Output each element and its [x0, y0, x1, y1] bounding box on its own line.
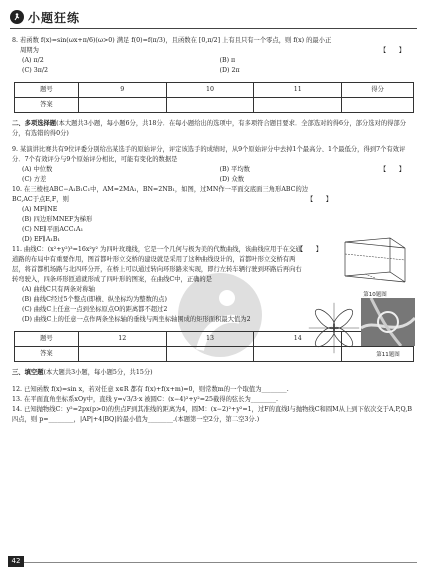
section-2-heading: 二、多项选择题(本大题共3小题，每小题6分，共18分．在每小题给出的选项中，有多项符合题目要求．全部选对的得6分，部分选对的得部分分，有选错的得0分) [12, 120, 407, 137]
q9-options [22, 165, 417, 185]
table1-answer-cell[interactable] [78, 98, 166, 113]
table1-answer-label: 答案 [15, 98, 79, 113]
q14-text: 14. 已知抛物线C：y²=2px(p>0)的焦点F到其准线的距离为4，圆M：(x−2)²+y²=1，过F的直线l与抛物线C和圆M从上到下依次交于A,P,Q,B四点，则 p=________，|AP|+4|BQ|的最小值为________.(本题第一空2分，第二空3分.) [12, 405, 412, 423]
runner-icon [10, 10, 24, 24]
table1-answer-cell[interactable] [254, 98, 342, 113]
interchange-photo [361, 298, 415, 370]
four-leaf-rose-diagram [307, 298, 361, 358]
question-9 [12, 145, 417, 185]
q10-options [22, 205, 312, 245]
table2-answer-cell[interactable] [78, 347, 166, 362]
figure-11-caption: 第11题图 [376, 352, 400, 358]
figure-11 [307, 298, 415, 370]
section-3-heading: 三、填空题(本大题共3小题，每小题5分，共15分) [12, 369, 153, 377]
q8-text: 8. 若函数 f(x)=sin(ωx+π/6)(ω>0) 满足 f(0)=f(π/3)，且函数在 [0,π/2] 上有且只有一个零点，则 f(x) 的最小正 [12, 37, 332, 44]
q10-option-b[interactable]: (B) 四边形MNEF为梯形 [22, 216, 93, 224]
answer-table-1 [14, 82, 414, 113]
q11-text: 11. 曲线C：(x²+y²)³=16x²y² 为四叶玫瑰线，它是一个几何与极为美的代数曲线，该曲线应用于在交通道路的布局中有重要作用，图首都叶形立交桥的建设就是采用了这种曲线设计的，首都叶形立交桥有两层，将首都机场路与北四环分开，在桥上可以通过转向环形路来实现，即行左转车辆行驶到环路后再向右转弯驶入，四条环形匝道就形成了四叶形的图案，在曲线C中，正确的是 [12, 246, 302, 284]
q10-text: 10. 在三棱柱ABC−A₁B₁C₁中，AM=2MA₁，BN=2NB₁，如图，过MN作一平面交底面三角形ABC的边BC,AC于点E,F，则 [12, 186, 309, 204]
page-number: 42 [8, 556, 24, 567]
table1-header-cell: 题号 [15, 83, 79, 98]
q9-option-d[interactable]: (D) 众数 [219, 176, 245, 184]
table2-answer-cell[interactable] [166, 347, 254, 362]
table2-header-cell: 题号 [15, 332, 79, 347]
table1-answer-cell[interactable] [342, 98, 414, 113]
prism-diagram [335, 234, 415, 286]
q9-text: 9. 某演讲比赛共有9位评委分别给出某选手的原始评分，评定该选手的成绩时，从9个原始评分中去掉1个最高分、1个最低分，得到7个有效评分．7个有效评分与9个原始评分相比，可能有变化的数据是 [12, 146, 406, 164]
table1-header-cell: 得分 [342, 83, 414, 98]
figure-10-caption: 第10题图 [363, 292, 387, 298]
figure-10 [335, 234, 415, 298]
interchange-photo-image [361, 298, 415, 346]
q8-bracket: 【 】 [379, 47, 405, 54]
section-2-desc: (本大题共3小题，每小题6分，共18分．在每小题给出的选项中，有多项符合题目要求．全部选对的得6分，部分选对的得部分分，有选错的得0分) [12, 120, 407, 137]
table1-answer-cell[interactable] [166, 98, 254, 113]
q9-option-c[interactable]: (C) 方差 [22, 176, 47, 184]
table1-header-cell: 10 [166, 83, 254, 98]
footer-rule [10, 562, 417, 563]
q9-option-b[interactable]: (B) 平均数 [219, 166, 250, 174]
q8-option-c[interactable]: (C) 3π/2 [22, 67, 49, 74]
q11-option-d[interactable]: (D) 曲线C上的任意一点作两条坐标轴的垂线与两坐标轴围成的矩形面积最大值为2 [22, 316, 251, 324]
q10-option-d[interactable]: (D) EF∥A₁B₁ [22, 236, 61, 244]
q9-option-a[interactable]: (A) 中位数 [22, 166, 53, 174]
q10-option-a[interactable]: (A) MF∥NE [22, 206, 58, 214]
q9-bracket: 【 】 [379, 166, 405, 174]
q12-text: 12. 已知函数 f(x)=sin x，若对任意 x∈R 都有 f(x)+f(x+m)=0，则常数m的一个取值为________. [12, 385, 289, 393]
table1-header-cell: 11 [254, 83, 342, 98]
q11-option-a[interactable]: (A) 曲线C只有两条对称轴 [22, 286, 95, 294]
q10-bracket: 【 】 [306, 196, 332, 204]
table2-header-cell: 13 [166, 332, 254, 347]
q8-text2: 周期为 [20, 47, 39, 54]
section-3-desc: (本大题共3小题，每小题5分，共15分) [43, 369, 153, 377]
q8-option-b[interactable]: (B) π [219, 57, 236, 64]
table2-header-cell: 14 [254, 332, 342, 347]
table1-header-cell: 9 [78, 83, 166, 98]
q11-option-c[interactable]: (C) 曲线C上任意一点到坐标原点O的距离都不超过2 [22, 306, 168, 314]
question-10 [12, 185, 332, 245]
q8-options [22, 56, 417, 76]
table2-answer-label: 答案 [15, 347, 79, 362]
header [10, 8, 80, 26]
q8-option-a[interactable]: (A) π/2 [22, 57, 44, 64]
question-8 [12, 36, 417, 76]
question-11 [12, 245, 322, 285]
q8-option-d[interactable]: (D) 2π [219, 67, 240, 74]
rose-curve-figure [307, 298, 361, 370]
q11-bracket: 【 】 [296, 246, 322, 254]
table2-header-cell: 12 [78, 332, 166, 347]
q13-text: 13. 在平面直角坐标系xOy中，直线 y=√3/3·x 被圆C：(x−4)²+y²=25截得的弦长为________. [12, 395, 278, 403]
brand-title: 小题狂练 [28, 10, 81, 25]
header-rule [10, 28, 417, 29]
q11-option-b[interactable]: (B) 曲线C经过5个整点(即横、纵坐标均为整数的点) [22, 296, 167, 304]
q10-option-c[interactable]: (C) NE∥平面ACC₁A₁ [22, 226, 84, 234]
